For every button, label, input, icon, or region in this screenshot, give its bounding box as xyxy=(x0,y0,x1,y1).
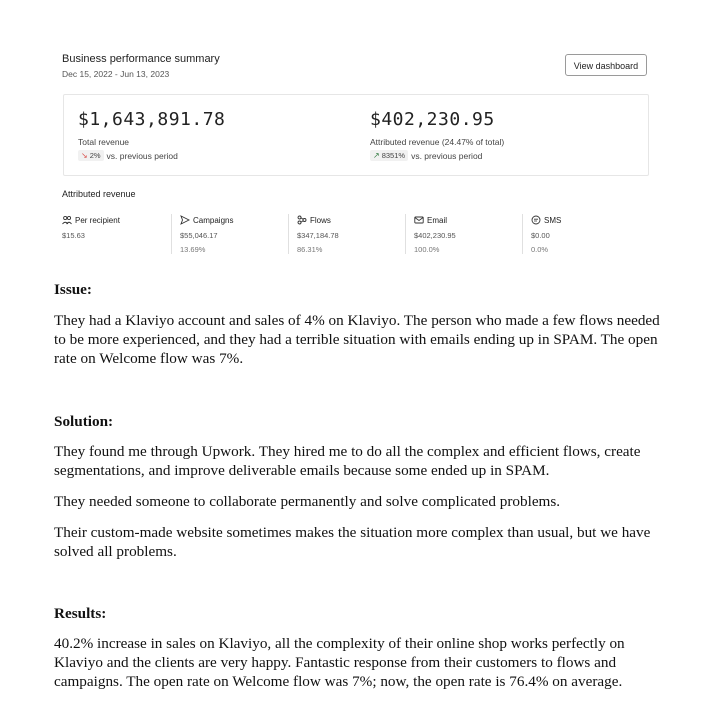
solution-heading: Solution: xyxy=(54,413,114,430)
attributed-revenue-change-badge xyxy=(370,150,408,161)
metric-value: $15.63 xyxy=(62,231,85,240)
metric-percent: 100.0% xyxy=(414,245,440,254)
summary-date-range: Dec 15, 2022 - Jun 13, 2023 xyxy=(62,69,170,79)
metric-percent: 86.31% xyxy=(297,245,323,254)
metric-sms xyxy=(522,214,633,254)
metric-email xyxy=(405,214,516,254)
people-icon xyxy=(62,215,72,225)
metric-value: $55,046.17 xyxy=(180,231,218,240)
performance-summary-card xyxy=(54,38,666,270)
summary-title: Business performance summary xyxy=(62,53,220,65)
metric-value: $347,184.78 xyxy=(297,231,339,240)
metric-name: Email xyxy=(427,215,448,225)
trend-down-icon: ↘ xyxy=(81,151,88,160)
solution-paragraph-2: They needed someone to collaborate permanently and solve complicated problems. xyxy=(54,493,561,510)
metric-flows xyxy=(288,214,399,254)
attributed-revenue-section-label: Attributed revenue xyxy=(62,189,136,199)
metric-name: Per recipient xyxy=(75,215,120,225)
metric-value: $402,230.95 xyxy=(414,231,456,240)
solution-paragraph-1: They found me through Upwork. They hired me to do all the complex and efficient flows, create segmentations, and improve deliverable emails because some ended up in SPAM. xyxy=(54,443,641,479)
attributed-revenue-change: 8351% xyxy=(381,151,406,160)
metric-per-recipient xyxy=(62,214,172,240)
sms-icon xyxy=(531,215,541,225)
trend-up-icon: ↗ xyxy=(373,151,380,160)
solution-paragraph-3: Their custom-made website sometimes makes the situation more complex than usual, but we have solved all problems. xyxy=(54,524,651,560)
metric-name: Flows xyxy=(310,215,331,225)
metric-campaigns xyxy=(171,214,282,254)
send-icon xyxy=(180,215,190,225)
revenue-totals-box xyxy=(63,94,649,176)
issue-paragraph: They had a Klaviyo account and sales of 4% on Klaviyo. The person who made a few flows needed to be more experienced, and they had a terrible situation with emails ending up in SPAM. The open rate on Welcome flow was 7%. xyxy=(54,312,660,367)
total-revenue-compare-text: vs. previous period xyxy=(106,150,178,161)
metric-value: $0.00 xyxy=(531,231,550,240)
total-revenue-change-badge xyxy=(78,150,104,161)
metric-percent: 13.69% xyxy=(180,245,206,254)
total-revenue-label: Total revenue xyxy=(78,137,130,147)
attributed-revenue-value: $402,230.95 xyxy=(370,109,495,130)
attributed-revenue-label: Attributed revenue (24.47% of total) xyxy=(370,137,505,147)
issue-heading: Issue: xyxy=(54,281,92,298)
metric-name: SMS xyxy=(544,215,562,225)
view-dashboard-button[interactable]: View dashboard xyxy=(565,54,647,76)
flow-icon xyxy=(297,215,307,225)
metric-name: Campaigns xyxy=(193,215,234,225)
attributed-revenue-compare-text: vs. previous period xyxy=(411,150,483,161)
attributed-revenue-compare xyxy=(370,150,482,161)
total-revenue-compare xyxy=(78,150,178,161)
results-heading: Results: xyxy=(54,605,107,622)
total-revenue-change: 2% xyxy=(89,151,101,160)
total-revenue-value: $1,643,891.78 xyxy=(78,109,226,130)
metric-percent: 0.0% xyxy=(531,245,549,254)
results-paragraph: 40.2% increase in sales on Klaviyo, all the complexity of their online shop works perfectly on Klaviyo and the clients are very happy. Fantastic response from their customers to flows and campaigns. The open rate on Welcome flow was 7%; now, the open rate is 76.4% on average. xyxy=(54,635,625,690)
email-icon xyxy=(414,215,424,225)
